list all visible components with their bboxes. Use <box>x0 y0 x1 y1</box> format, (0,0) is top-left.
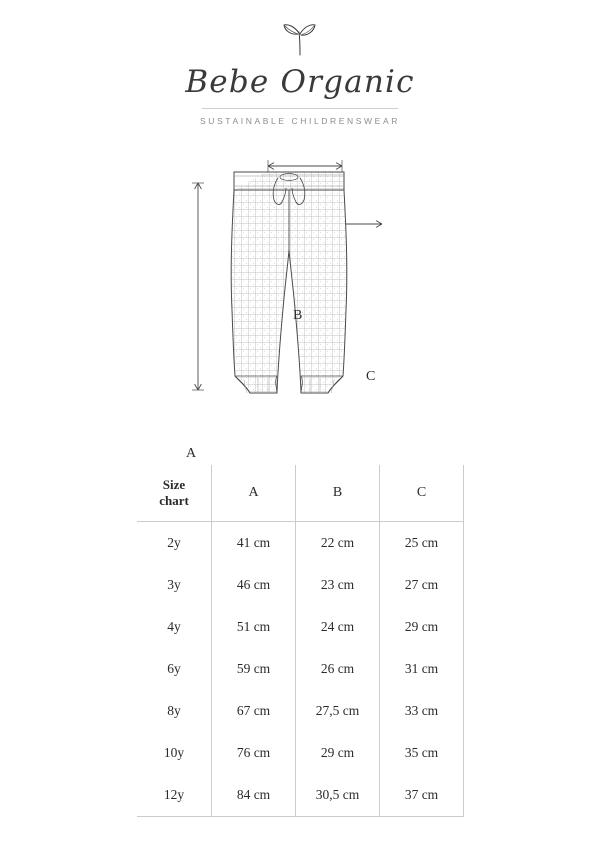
row-size: 2y <box>137 522 212 565</box>
brand-divider <box>202 108 398 109</box>
brand-header <box>0 0 600 126</box>
row-size: 6y <box>137 648 212 690</box>
row-size: 3y <box>137 564 212 606</box>
size-chart-header-line2: chart <box>159 493 189 508</box>
row-value-b: 30,5 cm <box>296 774 380 817</box>
row-value-b: 27,5 cm <box>296 690 380 732</box>
size-chart-table <box>137 465 464 817</box>
column-header-a: A <box>212 465 296 522</box>
row-value-a: 84 cm <box>212 774 296 817</box>
row-value-a: 59 cm <box>212 648 296 690</box>
row-value-c: 29 cm <box>380 606 464 648</box>
row-value-a: 51 cm <box>212 606 296 648</box>
row-value-a: 41 cm <box>212 522 296 565</box>
row-value-b: 29 cm <box>296 732 380 774</box>
table-row <box>137 774 464 817</box>
column-header-b: B <box>296 465 380 522</box>
table-row <box>137 606 464 648</box>
table-row <box>137 732 464 774</box>
size-chart-header-line1: Size <box>162 477 186 493</box>
row-value-b: 22 cm <box>296 522 380 565</box>
table-row <box>137 564 464 606</box>
row-value-b: 26 cm <box>296 648 380 690</box>
row-value-c: 33 cm <box>380 690 464 732</box>
size-chart <box>137 465 464 817</box>
pants-technical-drawing <box>0 150 600 440</box>
brand-name: Bebe Organic <box>185 64 415 100</box>
table-header-row <box>137 465 464 522</box>
table-row <box>137 522 464 565</box>
row-value-c: 31 cm <box>380 648 464 690</box>
garment-illustration <box>0 150 600 462</box>
row-value-b: 24 cm <box>296 606 380 648</box>
row-value-a: 76 cm <box>212 732 296 774</box>
dimension-label-c: C <box>366 369 376 385</box>
table-row <box>137 690 464 732</box>
row-value-c: 35 cm <box>380 732 464 774</box>
size-chart-header-label <box>137 465 212 522</box>
row-value-c: 27 cm <box>380 564 464 606</box>
row-value-c: 25 cm <box>380 522 464 565</box>
row-size: 12y <box>137 774 212 817</box>
column-header-c: C <box>380 465 464 522</box>
table-row <box>137 648 464 690</box>
dimension-label-b: B <box>293 308 303 324</box>
row-size: 10y <box>137 732 212 774</box>
leaf-sprig-icon <box>0 22 600 61</box>
row-value-c: 37 cm <box>380 774 464 817</box>
row-size: 8y <box>137 690 212 732</box>
row-value-b: 23 cm <box>296 564 380 606</box>
dimension-label-a: A <box>186 446 197 462</box>
brand-tagline: SUSTAINABLE CHILDRENSWEAR <box>200 116 400 127</box>
row-value-a: 46 cm <box>212 564 296 606</box>
row-size: 4y <box>137 606 212 648</box>
row-value-a: 67 cm <box>212 690 296 732</box>
